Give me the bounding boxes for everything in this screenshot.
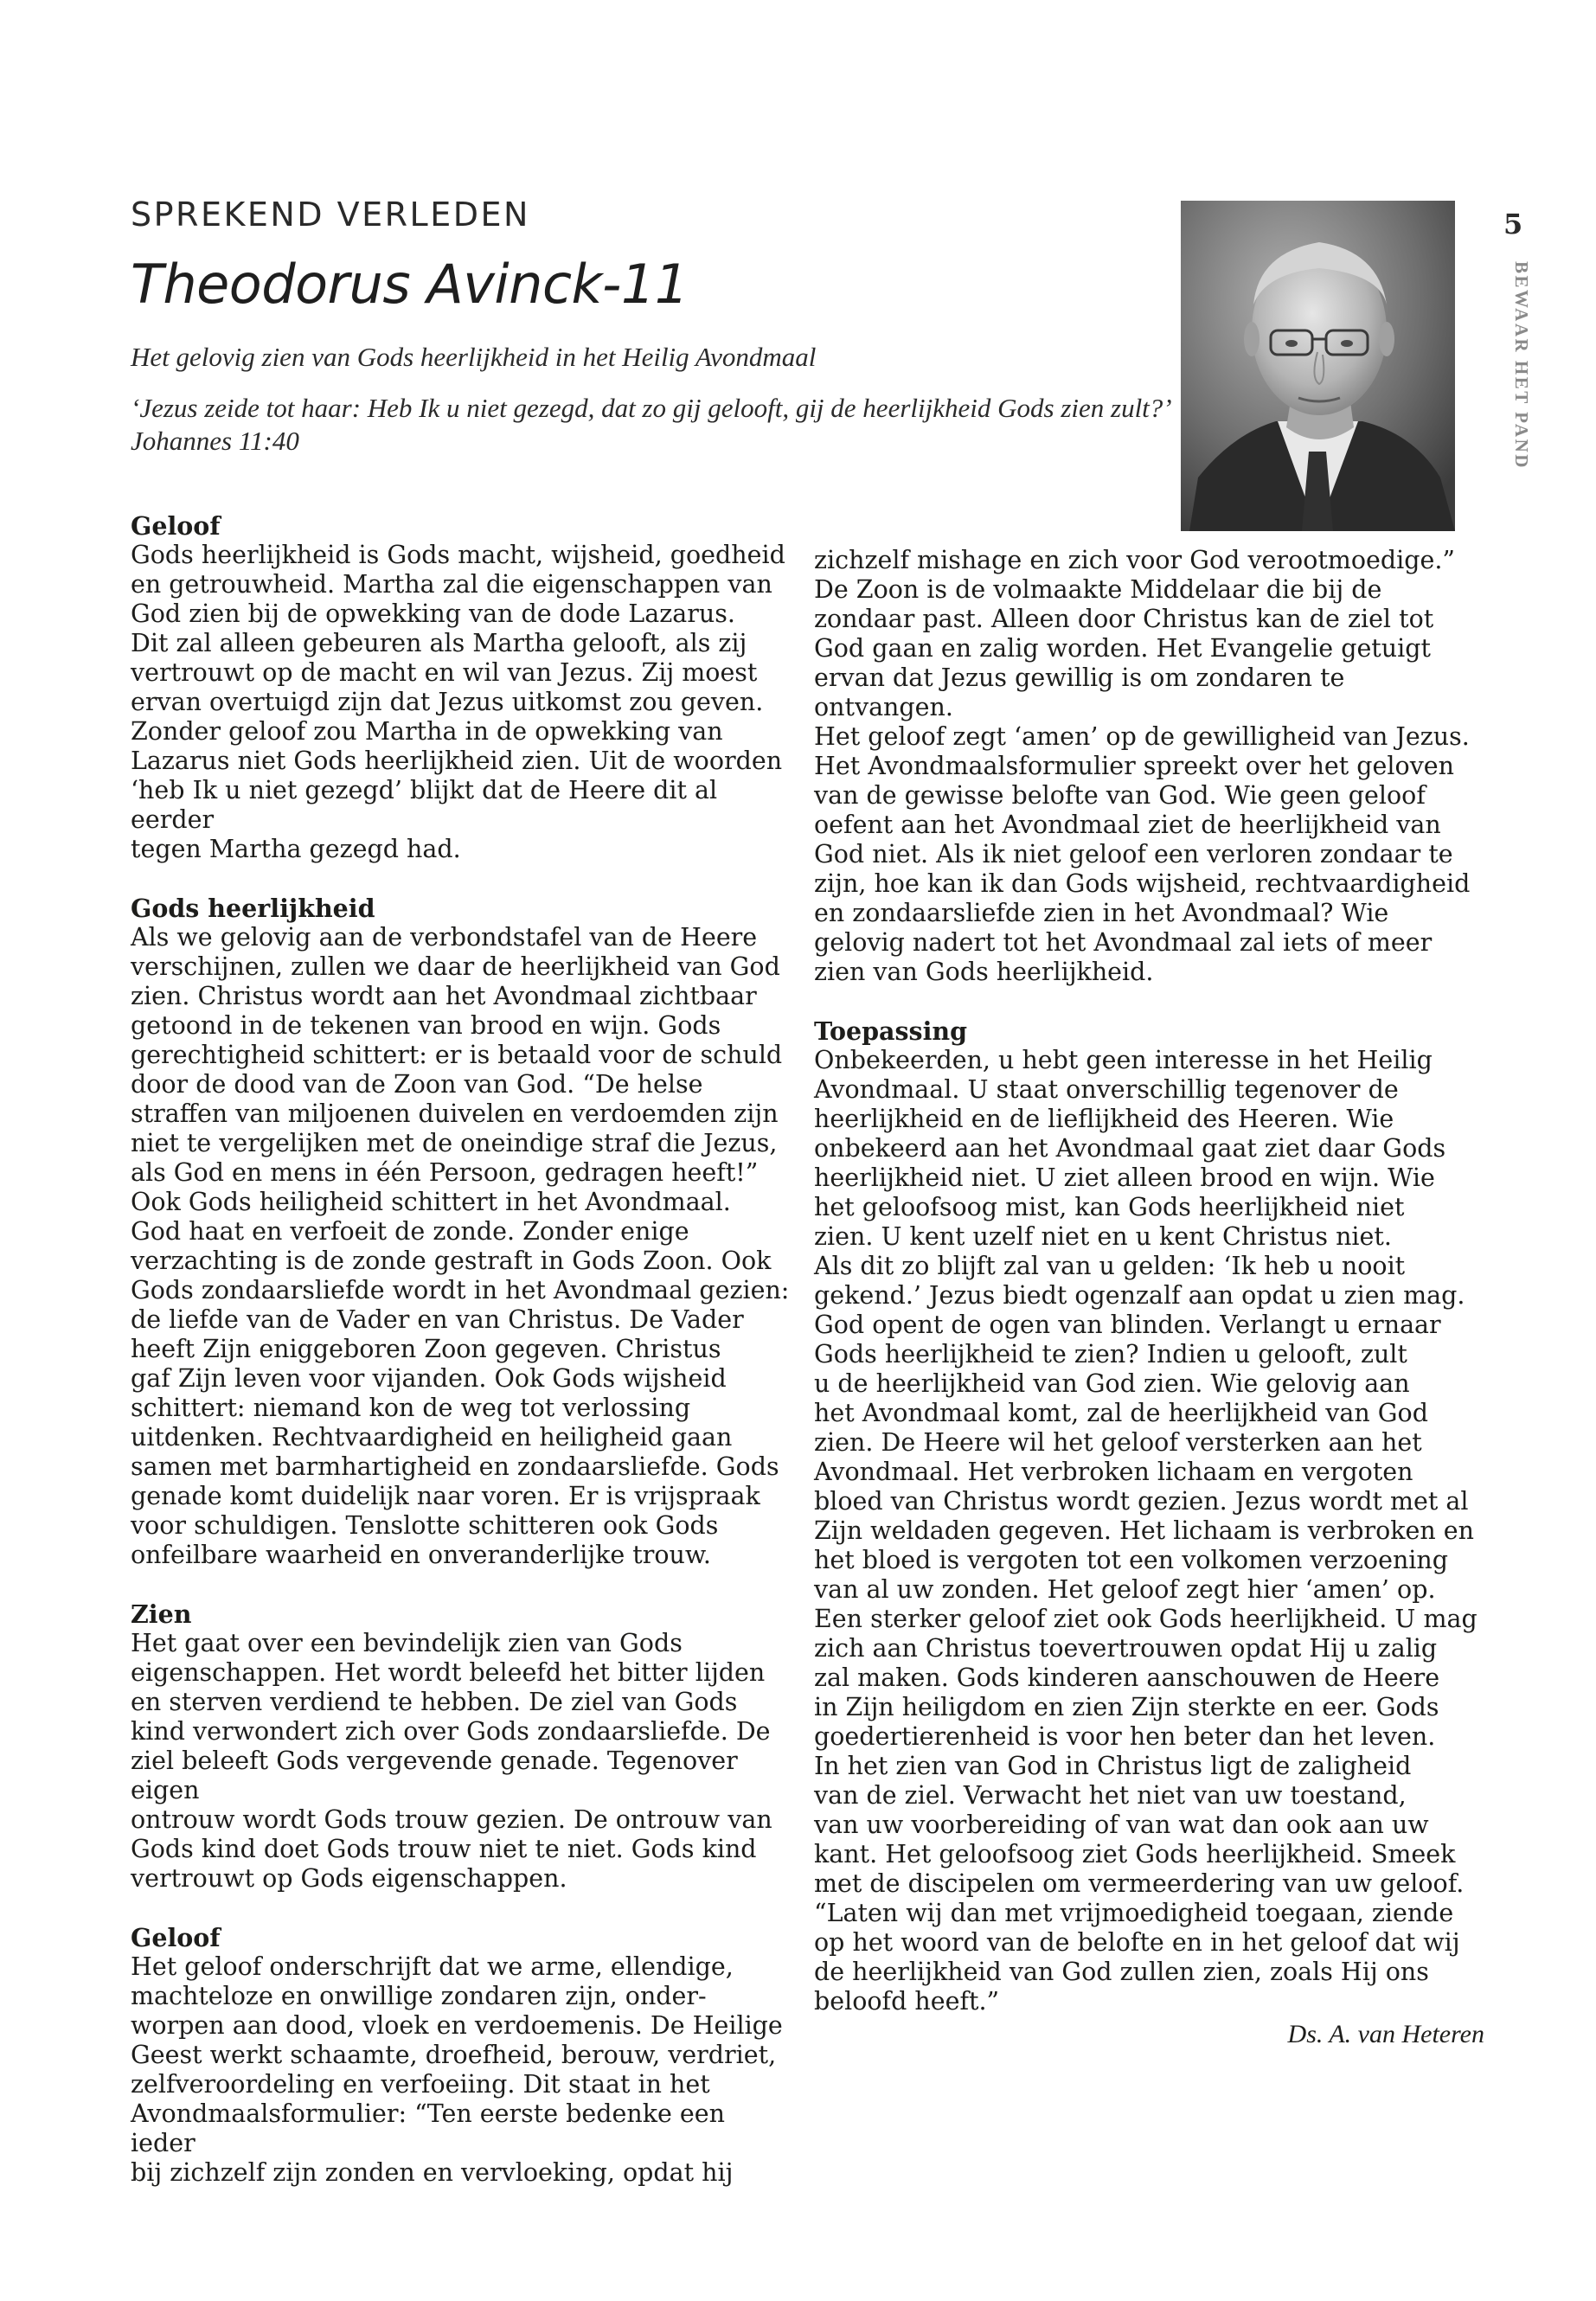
section-body: Gods heerlijkheid is Gods macht, wijsheid, goedheid en getrouwheid. Martha zal die eigenschappen van God zien bij de opwekking van de dode Lazarus. Dit zal alleen gebeuren als Martha gelooft, als zij vertrouwt op de macht en wil van Jezus. Zij moest ervan overtuigd zijn dat Jezus uitkomst zou geven. Zonder geloof zou Martha in de opwekking van Lazarus niet Gods heerlijkheid zien. Uit de woorden ‘heb Ik u niet gezegd’ blijkt dat de Heere dit al eerder tegen Martha gezegd had. xyxy=(131,541,785,863)
article-subtitle: Het gelovig zien van Gods heerlijkheid in het Heilig Avondmaal xyxy=(131,342,817,372)
section-body: Het geloof onderschrijft dat we arme, ellendige, machteloze en onwillige zondaren zijn, onder- worpen aan dood, vloek en verdoemenis. De Heilige Geest werkt schaamte, droefheid, berouw, verdriet, zelfveroordeling en verfoeiing. Dit staat in het Avondmaalsformulier: “Ten eerste bedenke een ieder bij zichzelf zijn zonden en vervloeking, opdat hij xyxy=(131,1952,783,2187)
section xyxy=(131,1599,797,1894)
author-signature: Ds. A. van Heteren xyxy=(1287,2020,1484,2048)
section xyxy=(814,546,1484,987)
page-number: 5 xyxy=(1503,208,1523,240)
section-body: zichzelf mishage en zich voor God verootmoedige.” De Zoon is de volmaakte Middelaar die bij de zondaar past. Alleen door Christus kan de ziel tot God gaan en zalig worden. Het Evangelie getuigt ervan dat Jezus gewillig is om zondaren te ontvangen. Het geloof zegt ‘amen’ op de gewilligheid van Jezus. Het Avondmaalsformulier spreekt over het geloven van de gewisse belofte van God. Wie geen geloof oefent aan het Avondmaal ziet de heerlijkheid van God niet. Als ik niet geloof een verloren zondaar te zijn, hoe kan ik dan Gods wijsheid, rechtvaardigheid en zondaarsliefde zien in het Avondmaal? Wie gelovig nadert tot het Avondmaal zal iets of meer zien van Gods heerlijkheid. xyxy=(814,546,1471,986)
section-body: Onbekeerden, u hebt geen interesse in het Heilig Avondmaal. U staat onverschillig tegenover de heerlijkheid en de lieflijkheid des Heeren. Wie onbekeerd aan het Avondmaal gaat ziet daar Gods heerlijkheid niet. U ziet alleen brood en wijn. Wie het geloofsoog mist, kan Gods heerlijkheid niet zien. U kent uzelf niet en u kent Christus niet. Als dit zo blijft zal van u gelden: ‘Ik heb u nooit gekend.’ Jezus biedt ogenzalf aan opdat u zien mag. God opent de ogen van blinden. Verlangt u ernaar Gods heerlijkheid te zien? Indien u gelooft, zult u de heerlijkheid van God zien. Wie gelovig aan het Avondmaal komt, zal de heerlijkheid van God zien. De Heere wil het geloof versterken aan het Avondmaal. Het verbroken lichaam en vergoten bloed van Christus wordt gezien. Jezus wordt met al Zijn weldaden gegeven. Het lichaam is verbroken en het bloed is vergoten tot een volkomen verzoening van al uw zonden. Het geloof zegt hier ‘amen’ op. Een sterker geloof ziet ook Gods heerlijkheid. U mag zich aan Christus toevertrouwen opdat Hij u zalig zal maken. Gods kinderen aanschouwen de Heere in Zijn heiligdom en zien Zijn sterkte en eer. Gods goedertierenheid is voor hen beter dan het leven. In het zien van God in Christus ligt de zaligheid van de ziel. Verwacht het niet van uw toestand, van uw voorbereiding of van wat dan ook aan uw kant. Het geloofsoog ziet Gods heerlijkheid. Smeek met de discipelen om vermeerdering van uw geloof. “Laten wij dan met vrijmoedigheid toegaan, ziende op het woord van de belofte en in het geloof dat wij de heerlijkheid van God zullen zien, zoals Hij ons beloofd heeft.” xyxy=(814,1046,1477,2016)
running-head: BEWAAR HET PAND xyxy=(1511,261,1532,470)
section-body: Het gaat over een bevindelijk zien van Gods eigenschappen. Het wordt beleefd het bitter lijden en sterven verdiend te hebben. De ziel van Gods kind verwondert zich over Gods zondaarsliefde. De ziel beleeft Gods vergevende genade. Tegenover eigen ontrouw wordt Gods trouw gezien. De ontrouw van Gods kind doet Gods trouw niet te niet. Gods kind vertrouwt op Gods eigenschappen. xyxy=(131,1629,772,1893)
section xyxy=(131,894,797,1570)
article-title: Theodorus Avinck-11 xyxy=(131,253,689,316)
author-photo xyxy=(1181,201,1455,531)
section xyxy=(131,511,797,864)
section-heading: Toepassing xyxy=(814,1016,968,1046)
portrait-illustration xyxy=(1181,201,1455,531)
right-column xyxy=(814,546,1484,2049)
section-body: Als we gelovig aan de verbondstafel van de Heere verschijnen, zullen we daar de heerlijkheid van God zien. Christus wordt aan het Avondmaal zichtbaar getoond in de tekenen van brood en wijn. Gods gerechtigheid schittert: er is betaald voor de schuld door de dood van de Zoon van God. “De helse straffen van miljoenen duivelen en verdoemden zijn niet te vergelijken met de oneindige straf die Jezus, als God en mens in één Persoon, gedragen heeft!” Ook Gods heiligheid schittert in het Avondmaal. God haat en verfoeit de zonde. Zonder enige verzachting is de zonde gestraft in Gods Zoon. Ook Gods zondaarsliefde wordt in het Avondmaal gezien: de liefde van de Vader en van Christus. De Vader heeft Zijn eniggeboren Zoon gegeven. Christus gaf Zijn leven voor vijanden. Ook Gods wijsheid schittert: niemand kon de weg tot verlossing uitdenken. Rechtvaardigheid en heiligheid gaan samen met barmhartigheid en zondaarsliefde. Gods genade komt duidelijk naar voren. Er is vrijspraak voor schuldigen. Tenslotte schitteren ook Gods onfeilbare waarheid en onveranderlijke trouw. xyxy=(131,923,790,1569)
section-heading: Geloof xyxy=(131,1923,221,1952)
section-heading: Zien xyxy=(131,1599,192,1629)
section-kicker: SPREKEND VERLEDEN xyxy=(131,195,530,234)
section-heading: Gods heerlijkheid xyxy=(131,894,375,923)
section xyxy=(131,1923,797,2188)
section xyxy=(814,1016,1484,2016)
bible-quote: ‘Jezus zeide tot haar: Heb Ik u niet gezegd, dat zo gij gelooft, gij de heerlijkheid Gods zien zult?’ Johannes 11:40 xyxy=(131,393,1170,456)
section-heading: Geloof xyxy=(131,511,221,541)
left-column xyxy=(131,511,797,2217)
